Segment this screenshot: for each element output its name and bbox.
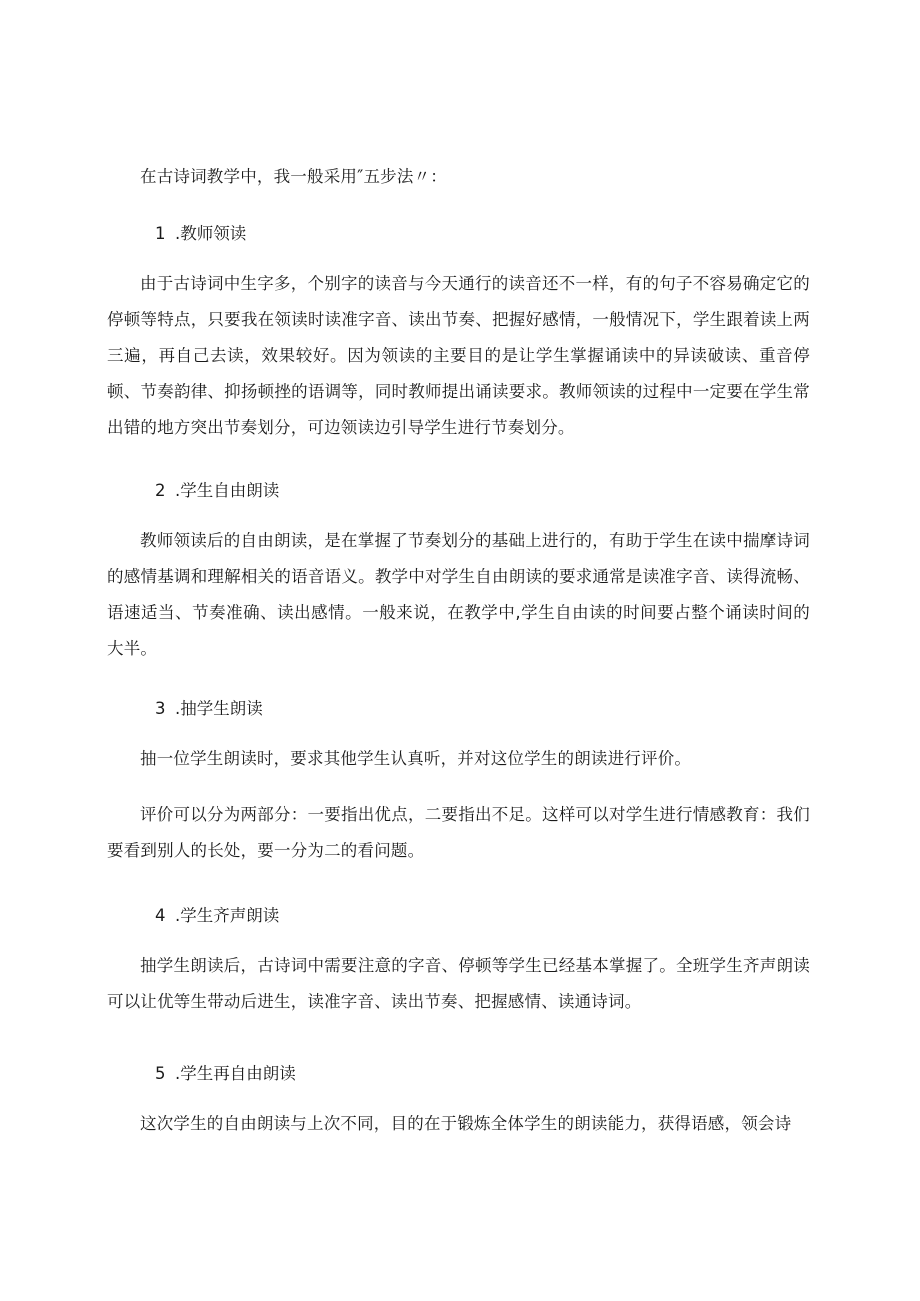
section-number: 1: [155, 224, 166, 243]
section-heading-5: [155, 1062, 296, 1086]
section-title: .学生再自由朗读: [175, 1064, 296, 1083]
section-3-paragraph-1: 抽一位学生朗读时，要求其他学生认真听，并对这位学生的朗读进行评价。: [140, 749, 692, 768]
section-heading-3: [155, 697, 263, 721]
section-number: 3: [155, 699, 166, 718]
section-number: 2: [155, 481, 166, 500]
section-2-paragraph-1: 教师领读后的自由朗读，是在掌握了节奏划分的基础上进行的，有助于学生在读中揣摩诗词的感情基调和理解相关的语音语义。教学中对学生自由朗读的要求通常是读准字音、读得流畅、语速适当、节奏准确、读出感情。一般来说，在教学中,学生自由读的时间要占整个诵读时间的大半。: [107, 531, 810, 658]
section-1-paragraph-1: 由于古诗词中生字多，个别字的读音与今天通行的读音还不一样，有的句子不容易确定它的停顿等特点，只要我在领读时读准字音、读出节奏、把握好感情，一般情况下，学生跟着读上两三遍，再自己去读，效果较好。因为领读的主要目的是让学生掌握诵读中的异读破读、重音停顿、节奏韵律、抑扬顿挫的语调等，同时教师提出诵读要求。教师领读的过程中一定要在学生常出错的地方突出节奏划分，可边领读边引导学生进行节奏划分。: [107, 274, 810, 437]
section-title: .学生齐声朗读: [175, 906, 280, 925]
section-heading-2: [155, 479, 279, 503]
section-4-paragraph-1: 抽学生朗读后，古诗词中需要注意的字音、停顿等学生已经基本掌握了。全班学生齐声朗读可以让优等生带动后进生，读准字音、读出节奏、把握感情、读通诗词。: [107, 956, 810, 1011]
section-title: .抽学生朗读: [175, 699, 263, 718]
section-number: 4: [155, 906, 166, 925]
intro-paragraph: 在古诗词教学中，我一般采用″五步法〃：: [140, 167, 447, 186]
section-title: .教师领读: [175, 224, 247, 243]
section-heading-4: [155, 904, 279, 928]
section-number: 5: [155, 1064, 166, 1083]
section-3-paragraph-2: 评价可以分为两部分：一要指出优点，二要指出不足。这样可以对学生进行情感教育：我们要看到别人的长处，要一分为二的看问题。: [107, 805, 810, 860]
section-heading-1: [155, 222, 246, 246]
section-title: .学生自由朗读: [175, 481, 280, 500]
section-5-paragraph-1: 这次学生的自由朗读与上次不同，目的在于锻炼全体学生的朗读能力，获得语感，领会诗: [140, 1114, 792, 1133]
